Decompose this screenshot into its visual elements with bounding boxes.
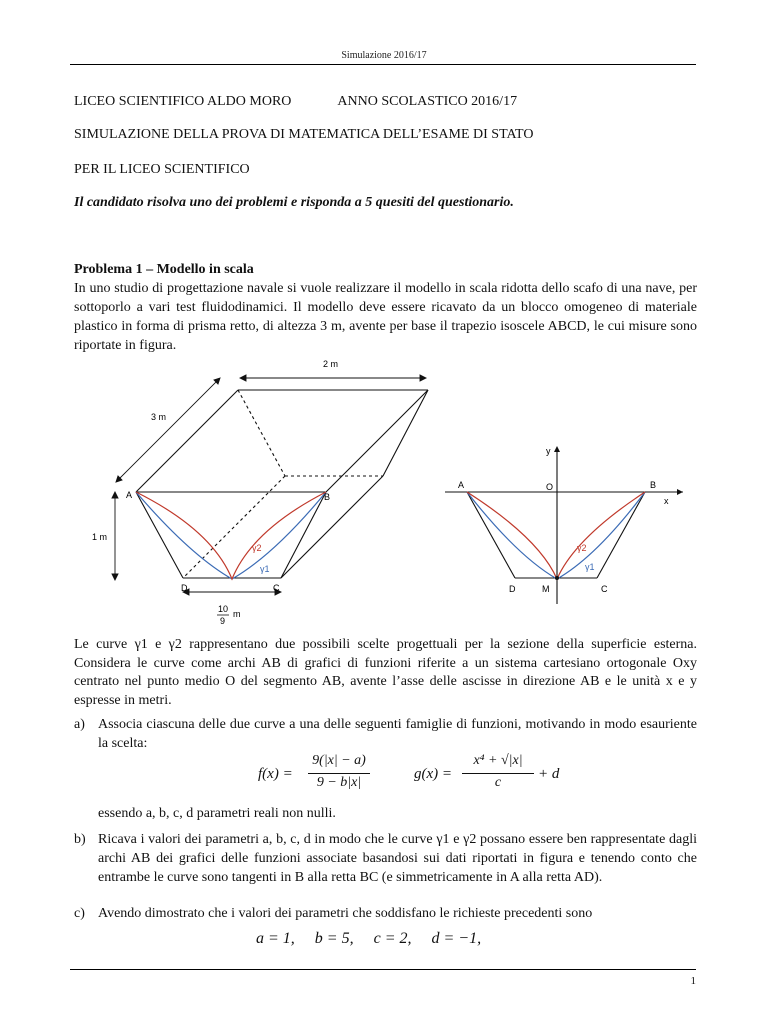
bottom-dimension-num: 10	[218, 604, 229, 614]
axis-gamma2-label: γ2	[577, 543, 587, 553]
y-axis-label: y	[546, 446, 551, 456]
problem-title: Problema 1 – Modello in scala	[74, 262, 254, 277]
school-line	[74, 94, 517, 110]
formula-g-tail: + d	[538, 766, 560, 782]
vertex-a-label: A	[126, 490, 133, 500]
axis-vertex-c-label: C	[601, 584, 608, 594]
vertex-b-label: B	[324, 492, 331, 502]
x-axis-label: x	[664, 496, 669, 506]
formula-f-denominator: 9 − b|x|	[316, 775, 362, 790]
top-dimension-label: 2 m	[323, 359, 339, 369]
bottom-dimension-den: 9	[220, 616, 226, 625]
school-year: ANNO SCOLASTICO 2016/17	[337, 94, 518, 109]
axis-vertex-a-label: A	[458, 480, 465, 490]
prism-figure	[80, 350, 450, 625]
height-dimension-label: 1 m	[92, 532, 108, 542]
footer-rule	[70, 969, 696, 970]
formula-f-bar	[308, 773, 370, 774]
formula-g-lhs: g(x) =	[414, 766, 453, 782]
running-header: Simulazione 2016/17	[341, 50, 427, 61]
gamma1-label: γ1	[260, 564, 270, 574]
depth-dimension-label: 3 m	[151, 412, 167, 422]
exam-title: SIMULAZIONE DELLA PROVA DI MATEMATICA DELL’ESAME DI STATO	[74, 127, 534, 142]
item-c	[74, 904, 697, 923]
axis-gamma1-label: γ1	[585, 562, 595, 572]
vertex-d-label: D	[181, 583, 188, 593]
school-name: LICEO SCIENTIFICO ALDO MORO	[74, 94, 292, 109]
axis-vertex-d-label: D	[509, 584, 516, 594]
vertex-c-label: C	[273, 583, 280, 593]
header-rule	[70, 64, 696, 65]
item-c-text: Avendo dimostrato che i valori dei parametri che soddisfano le richieste precedenti sono	[98, 906, 593, 921]
section-figure	[445, 438, 695, 608]
axis-vertex-b-label: B	[650, 480, 657, 490]
item-a-text: Associa ciascuna delle due curve a una delle seguenti famiglie di funzioni, motivando in modo esauriente la scelta:	[98, 717, 697, 751]
gamma2-label: γ2	[252, 543, 262, 553]
origin-label: O	[546, 482, 554, 492]
instruction: Il candidato risolva uno dei problemi e risponda a 5 quesiti del questionario.	[74, 195, 514, 210]
formula-g-numerator: x⁴ + √|x|	[473, 753, 523, 768]
item-a	[74, 715, 697, 753]
formula-g-denominator: c	[494, 775, 502, 790]
item-b	[74, 830, 697, 887]
item-b-label: b)	[74, 832, 86, 847]
page-number: 1	[690, 975, 696, 987]
exam-subtitle: PER IL LICEO SCIENTIFICO	[74, 162, 250, 177]
formula-f-numerator: 9(|x| − a)	[312, 753, 366, 768]
formula-g-bar	[462, 773, 534, 774]
item-a-label: a)	[74, 717, 85, 732]
formula-f-lhs: f(x) =	[258, 766, 293, 782]
parameter-values: a = 1, b = 5, c = 2, d = −1,	[256, 930, 482, 947]
midpoint-m-label: M	[542, 584, 550, 594]
problem-intro: In uno studio di progettazione navale si vuole realizzare il modello in scala ridotta dello scafo di una nave, per sottoporlo a vari test fluidodinamici. Il modello deve essere ricavato da un blocco omogeneo di materiale plastico in forma di prisma retto, di altezza 3 m, avente per base il trapezio isoscele ABCD, le cui misure sono riportate in figura.	[74, 281, 697, 353]
params-note: essendo a, b, c, d parametri reali non nulli.	[98, 806, 336, 821]
item-b-text: Ricava i valori dei parametri a, b, c, d in modo che le curve γ1 e γ2 possano essere ben rappresentate dagli archi AB dei grafici delle funzioni associate basandosi sui dati riportati in figura e tenendo conto che entrambe le curve sono tangenti in B alla retta BC (e simmetricamente in A alla retta AD).	[98, 832, 697, 885]
item-c-label: c)	[74, 906, 85, 921]
curves-paragraph: Le curve γ1 e γ2 rappresentano due possibili scelte progettuali per la sezione della superficie esterna. Considera le curve come archi AB di grafici di funzioni riferite a un sistema cartesiano ortogonale Oxy centrato nel punto medio O del segmento AB, avente l’asse delle ascisse in direzione AB e le unità x e y espresse in metri.	[74, 637, 697, 708]
bottom-dimension-unit: m	[233, 609, 241, 619]
